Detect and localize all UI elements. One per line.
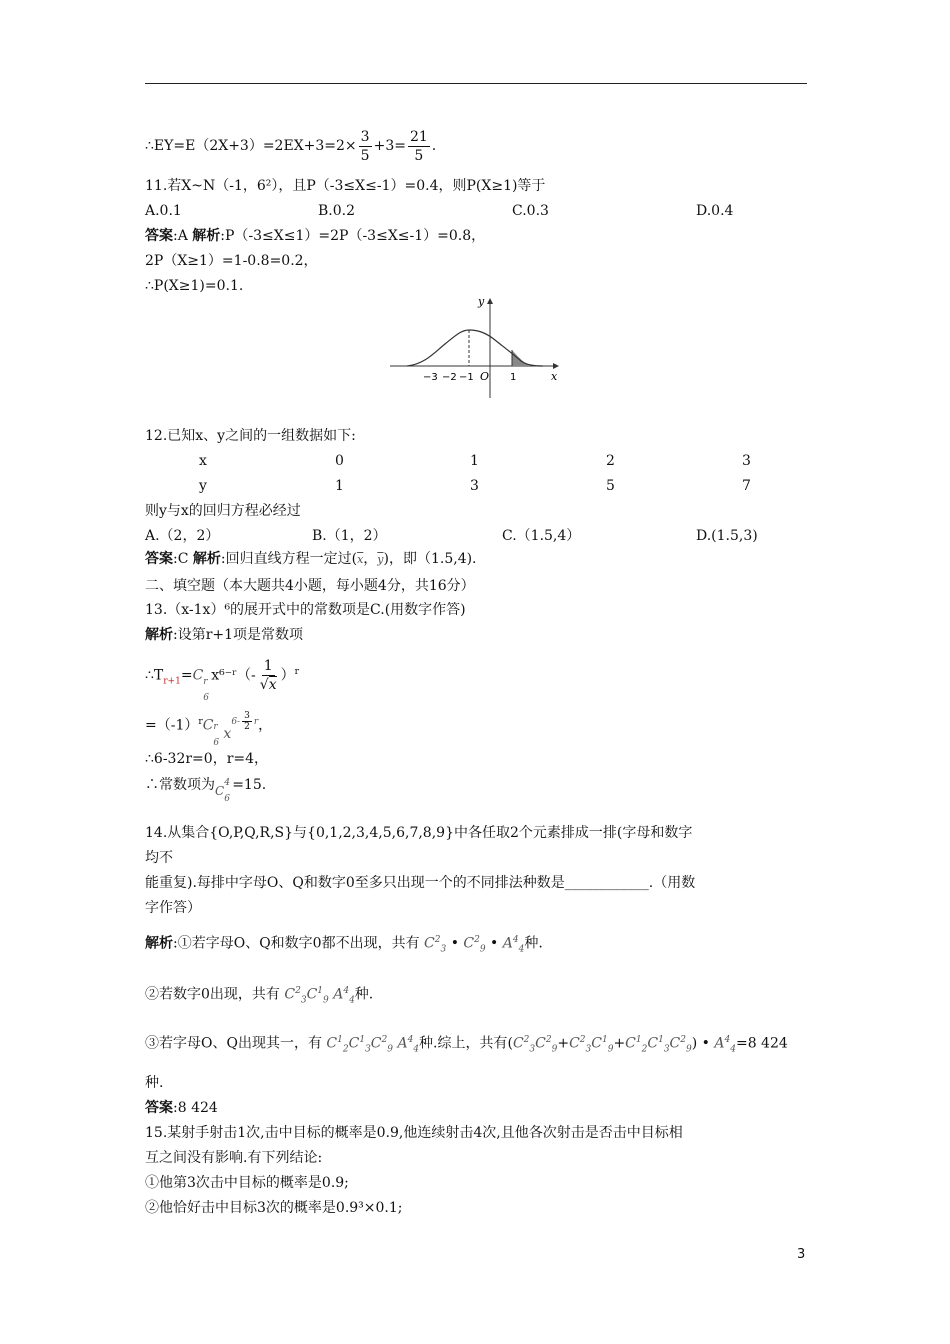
- q14-stem-l2: 均不: [145, 850, 173, 866]
- tick-label-1: 1: [510, 372, 517, 383]
- sub: 9: [479, 944, 486, 955]
- plus: +: [613, 1035, 626, 1052]
- combination-c92: C: [370, 1035, 382, 1052]
- t-subscript: r+1: [163, 676, 181, 687]
- q12-answer: [145, 549, 477, 570]
- t-sup: r: [294, 667, 299, 677]
- t-end: ）: [280, 667, 295, 684]
- exp-frac: [242, 711, 252, 732]
- q11-line3: ∴P(X≥1)=0.1.: [145, 278, 244, 294]
- x-axis-arrow: [553, 363, 559, 369]
- q13-stem: 13.（x-1x）⁶的展开式中的常数项是C.(用数字作答): [145, 602, 466, 618]
- table-cell: 1: [335, 478, 344, 494]
- sup: 2: [680, 1035, 686, 1045]
- line4-end: =15.: [232, 777, 267, 793]
- q15-stem-l1: 15.某射手射击1次,击中目标的概率是0.9,他连续射击4次,且他各次射击是否击中目标相: [145, 1125, 683, 1141]
- plus: +: [557, 1035, 570, 1052]
- line2-sup: r: [198, 717, 203, 727]
- sup: 4: [724, 1035, 731, 1045]
- q14-stem-l4: 字作答）: [145, 900, 201, 916]
- sqrt-radicand: x: [268, 677, 277, 694]
- line2-text: =（-1）: [145, 717, 199, 734]
- combination-c32: C: [512, 1035, 524, 1052]
- q12-choice-d: D.(1.5,3): [696, 528, 758, 544]
- exponent: 6-: [231, 716, 241, 727]
- permutation-a44: A: [333, 986, 344, 1003]
- sub: 3: [663, 1044, 670, 1055]
- sub: 3: [440, 944, 447, 955]
- frac-num: 3: [244, 711, 250, 722]
- t-symbol: ∴T: [145, 667, 164, 684]
- a3-text: ③若字母O、Q出现其一，有: [145, 1035, 322, 1052]
- permutation-a44: A: [714, 1035, 725, 1052]
- table-cell: 0: [335, 453, 344, 469]
- x-axis-label: x: [551, 370, 558, 383]
- sup: r: [213, 721, 218, 732]
- section-2-heading: 二、填空题（本大题共4小题，每小题4分，共16分）: [145, 578, 475, 594]
- sub: 9: [607, 1044, 614, 1055]
- sup: 1: [635, 1035, 642, 1045]
- table-cell: 3: [470, 478, 479, 494]
- analysis-text: :回归直线方程一定过(: [220, 551, 358, 567]
- table-cell: 1: [470, 453, 479, 469]
- q11-choice-b: B.0.2: [318, 203, 356, 219]
- combination-c31: C: [348, 1035, 360, 1052]
- sup: 1: [359, 1035, 366, 1045]
- y-axis-label: y: [478, 295, 485, 308]
- sup: 1: [337, 1035, 343, 1045]
- line2-end: ，: [258, 717, 273, 734]
- sub: 2: [641, 1044, 648, 1055]
- sub: 9: [686, 1044, 692, 1055]
- combination-c31: C: [647, 1035, 659, 1052]
- q13-analysis: [145, 625, 303, 645]
- analysis-label: 解析: [192, 551, 221, 567]
- sub: 3: [529, 1044, 536, 1055]
- q11-choice-a: A.0.1: [145, 203, 182, 219]
- sup: 1: [601, 1035, 608, 1045]
- frac-den: 5: [360, 147, 370, 164]
- combination-c91: C: [306, 986, 318, 1003]
- q15-item-2: ②他恰好击中目标3次的概率是0.9³×0.1;: [145, 1200, 403, 1216]
- analysis-text: :设第r+1项是常数项: [173, 627, 304, 643]
- dot: •: [490, 935, 499, 952]
- sup: 1: [317, 986, 324, 996]
- answer-label: 答案: [145, 551, 173, 567]
- ey-formula-text: ∴EY=E（2X+3）=2EX+3=2×: [145, 138, 357, 154]
- comma: ，: [363, 551, 378, 567]
- a3-mid: 种.综上，共有(: [419, 1035, 513, 1052]
- sup: 2: [523, 1035, 530, 1045]
- combination-c32: C: [569, 1035, 580, 1052]
- sub: 9: [387, 1044, 393, 1055]
- ey-formula-mid: +3=: [373, 138, 406, 154]
- q13-line3: ∴6-32r=0，r=4，: [145, 751, 269, 767]
- dot: •: [450, 935, 459, 952]
- table-cell: 2: [606, 453, 615, 469]
- a1-end: 种.: [524, 935, 543, 952]
- sup: 2: [579, 1035, 586, 1045]
- q15-item-1: ①他第3次击中目标的概率是0.9;: [145, 1175, 349, 1191]
- dot: •: [701, 1035, 710, 1052]
- bell-curve: [407, 330, 543, 366]
- sub: 2: [342, 1044, 349, 1055]
- sub: 6: [224, 794, 230, 804]
- sup: 2: [381, 1035, 388, 1045]
- q12-after: 则y与x的回归方程必经过: [145, 503, 301, 519]
- frac-num: 21: [409, 128, 428, 145]
- combination-c21: C: [326, 1035, 338, 1052]
- sub: 3: [585, 1044, 592, 1055]
- combination-c6r: C: [202, 717, 214, 734]
- q14-stem-l1: 14.从集合{O,P,Q,R,S}与{0,1,2,3,4,5,6,7,8,9}中各任取2个元素排成一排(字母和数字: [145, 825, 693, 841]
- answer-value: :8 424: [173, 1100, 218, 1116]
- q15-stem-l2: 互之间没有影响.有下列结论:: [145, 1150, 323, 1166]
- c6r-indices: [203, 666, 211, 703]
- analysis-text: :P（-3≤X≤1）=2P（-3≤X≤-1）=0.8，: [220, 228, 486, 244]
- sub: 9: [551, 1044, 558, 1055]
- q14-answer: [145, 1098, 218, 1118]
- answer-label: 答案: [145, 1100, 173, 1116]
- q11-answer: [145, 226, 485, 246]
- a3-end: =8 424: [735, 1035, 788, 1052]
- q14-analysis-3-l2: 种.: [145, 1075, 164, 1091]
- q14-analysis-2: [145, 976, 373, 1015]
- q12-choice-c: C.（1.5,4）: [502, 528, 581, 544]
- q14-analysis-1: [145, 925, 543, 964]
- one-over-sqrt-x: [258, 657, 279, 694]
- sup: 4: [224, 778, 230, 788]
- fraction-3-5: [359, 128, 372, 165]
- analysis-label: 解析: [145, 627, 173, 643]
- table-cell: 7: [742, 478, 751, 494]
- table-cell: 3: [742, 453, 751, 469]
- tick-label-neg3: −3: [423, 372, 438, 383]
- ey-formula: [145, 126, 436, 166]
- analysis-text-end: )，即（1.5,4).: [383, 551, 477, 567]
- sup: 2: [545, 1035, 552, 1045]
- q13-line2: [145, 705, 273, 748]
- x-base: x: [223, 725, 232, 742]
- q13-term-formula: [145, 650, 299, 703]
- table-head-x: x: [199, 453, 207, 469]
- close-paren: ): [691, 1035, 698, 1052]
- combination-c6r: C: [192, 667, 204, 684]
- sub: 4: [518, 944, 525, 955]
- q12-choice-b: B.（1，2）: [312, 528, 387, 544]
- sub: 4: [730, 1044, 736, 1055]
- combination-c92: C: [669, 1035, 681, 1052]
- line4-text: ∴常数项为: [145, 777, 215, 793]
- sub: 6: [203, 692, 210, 703]
- sub: 4: [413, 1044, 420, 1055]
- exponent-r: r: [253, 716, 259, 727]
- normal-curve-graph: [385, 290, 565, 402]
- sub: 4: [349, 995, 355, 1006]
- sup: 4: [343, 986, 350, 996]
- page-number: 3: [797, 1247, 806, 1262]
- q12-stem: 12.已知x、y之间的一组数据如下:: [145, 428, 356, 444]
- combination-c32: C: [284, 986, 296, 1003]
- tick-label-neg1: −1: [459, 372, 474, 383]
- q13-line4: [145, 775, 267, 804]
- origin-label: O: [480, 370, 490, 383]
- c6r-indices: [213, 716, 223, 748]
- frac-num: 3: [360, 128, 370, 145]
- q12-choice-a: A.（2，2）: [145, 528, 220, 544]
- y-axis-arrow: [487, 298, 493, 304]
- sup: 2: [295, 986, 301, 996]
- analysis-label: 解析: [192, 228, 221, 244]
- c64-indices: [224, 775, 232, 804]
- combination-c92: C: [463, 935, 475, 952]
- answer-value: :C: [173, 551, 193, 567]
- ey-formula-end: .: [431, 138, 437, 154]
- sup: 4: [407, 1035, 414, 1045]
- header-rule: [145, 83, 807, 84]
- sup: r: [203, 676, 208, 687]
- x-bar: $\overline{x}$: [357, 553, 364, 566]
- q11-line2: 2P（X≥1）=1-0.8=0.2，: [145, 253, 318, 269]
- q11-choice-c: C.0.3: [512, 203, 549, 219]
- permutation-a44: A: [502, 935, 513, 952]
- analysis-label: 解析: [145, 935, 173, 952]
- frac-den-sqrt: √x: [259, 677, 277, 694]
- sup: 2: [434, 935, 441, 945]
- sup: 2: [474, 935, 480, 945]
- sup: 1: [658, 1035, 664, 1045]
- combination-c32: C: [424, 935, 435, 952]
- a2-text: ②若数字0出现，共有: [145, 986, 280, 1003]
- tick-label-neg2: −2: [442, 372, 457, 383]
- q14-analysis-3: [145, 1025, 788, 1064]
- frac-den: 2: [244, 722, 250, 733]
- q11-stem: 11.若X~N（-1，6²），且P（-3≤X≤-1）=0.4，则P(X≥1)等于: [145, 178, 546, 194]
- combination-c92: C: [535, 1035, 546, 1052]
- answer-label: 答案: [145, 228, 173, 244]
- table-cell: 5: [606, 478, 615, 494]
- equals: =: [180, 667, 193, 684]
- q11-choice-d: D.0.4: [696, 203, 734, 219]
- sub: 6: [213, 737, 220, 748]
- permutation-a44: A: [397, 1035, 408, 1052]
- frac-num: 1: [263, 658, 273, 675]
- sub: 3: [300, 995, 307, 1006]
- frac-den: 5: [414, 147, 424, 164]
- a2-end: 种.: [354, 986, 374, 1003]
- y-bar: $\overline{y}$: [377, 553, 384, 566]
- analysis-text: :①若字母O、Q和数字0都不出现，共有: [173, 935, 420, 952]
- combination-c91: C: [591, 1035, 602, 1052]
- table-head-y: y: [199, 478, 207, 494]
- q14-stem-l3: 能重复).每排中字母O、Q和数字0至多只出现一个的不同排法种数是____________.（用数: [145, 875, 696, 891]
- combination-c21: C: [625, 1035, 636, 1052]
- t-mid: x⁶⁻ʳ（-: [211, 667, 256, 684]
- sub: 3: [365, 1044, 371, 1055]
- sub: 9: [323, 995, 329, 1006]
- fraction-21-5: [408, 128, 430, 165]
- sup: 4: [512, 935, 519, 945]
- combination-c64: C: [215, 784, 225, 798]
- answer-value: :A: [173, 228, 193, 244]
